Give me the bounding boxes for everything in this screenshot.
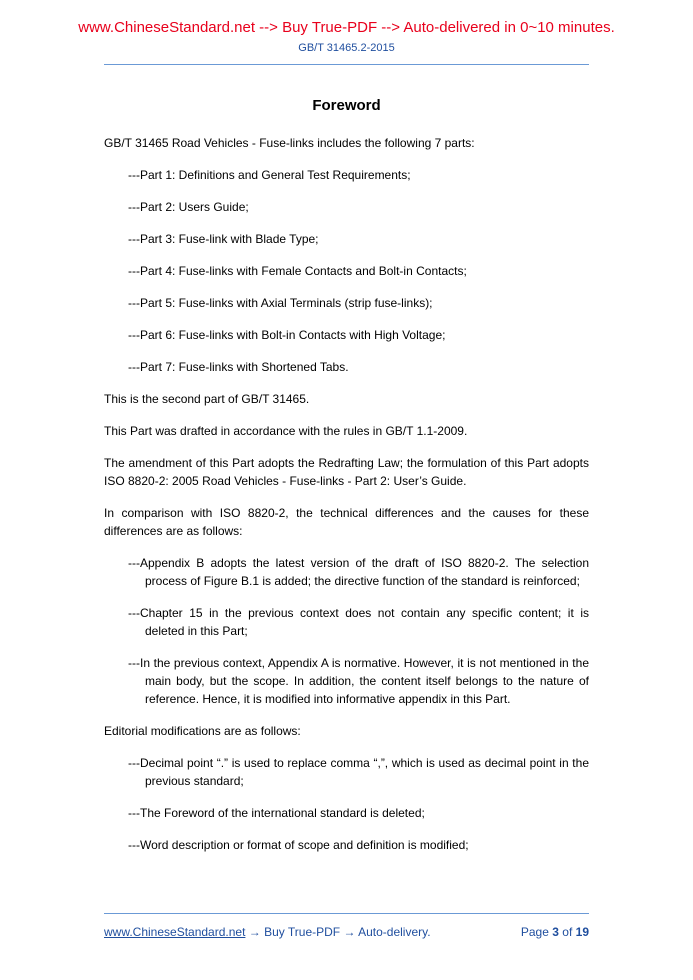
footer-divider bbox=[104, 913, 589, 914]
editorial-modification-item: ---Decimal point “.” is used to replace comma “,”, which is used as decimal point in the previous standard; bbox=[128, 756, 589, 788]
page-footer bbox=[104, 924, 589, 940]
part-list-item: ---Part 6: Fuse-links with Bolt-in Contacts with High Voltage; bbox=[128, 328, 446, 342]
page-number bbox=[521, 924, 589, 940]
standard-id: GB/T 31465.2-2015 bbox=[298, 42, 395, 54]
page-title: Foreword bbox=[312, 97, 381, 114]
editorial-paragraph: Editorial modifications are as follows: bbox=[104, 724, 301, 738]
drafted-paragraph: This Part was drafted in accordance with the rules in GB/T 1.1-2009. bbox=[104, 424, 468, 438]
page-label: Page bbox=[520, 925, 549, 939]
second-part-paragraph: This is the second part of GB/T 31465. bbox=[104, 392, 310, 406]
part-list-item: ---Part 5: Fuse-links with Axial Terminals (strip fuse-links); bbox=[128, 296, 433, 310]
footer-link-text: → Buy True-PDF → Auto-delivery. bbox=[245, 925, 431, 939]
technical-difference-item: ---In the previous context, Appendix A is normative. However, it is not mentioned in the main body, but the scope. In addition, the content itself belongs to the nature of reference. Hence, it is modified into informative appendix in this Part. bbox=[128, 656, 589, 706]
comparison-paragraph: In comparison with ISO 8820-2, the technical differences and the causes for these differences are as follows: bbox=[104, 506, 589, 538]
header-divider bbox=[104, 64, 589, 65]
page-current: 3 bbox=[552, 925, 559, 939]
part-list-item: ---Part 4: Fuse-links with Female Contacts and Bolt-in Contacts; bbox=[128, 264, 467, 278]
top-banner[interactable]: www.ChineseStandard.net --> Buy True-PDF --> Auto-delivered in 0~10 minutes. bbox=[78, 19, 615, 36]
footer-link[interactable] bbox=[104, 924, 431, 940]
page-of: of bbox=[562, 925, 573, 939]
part-list-item: ---Part 3: Fuse-link with Blade Type; bbox=[128, 232, 319, 246]
part-list-item: ---Part 1: Definitions and General Test Requirements; bbox=[128, 168, 411, 182]
technical-difference-item: ---Chapter 15 in the previous context does not contain any specific content; it is deleted in this Part; bbox=[128, 606, 589, 638]
footer-link-url[interactable]: www.ChineseStandard.net bbox=[104, 925, 246, 939]
intro-paragraph: GB/T 31465 Road Vehicles - Fuse-links includes the following 7 parts: bbox=[104, 136, 475, 150]
page-total: 19 bbox=[575, 925, 589, 939]
part-list-item: ---Part 2: Users Guide; bbox=[128, 200, 249, 214]
editorial-modification-item: ---Word description or format of scope and definition is modified; bbox=[128, 838, 469, 852]
document-body bbox=[104, 96, 589, 868]
part-list-item: ---Part 7: Fuse-links with Shortened Tabs. bbox=[128, 360, 349, 374]
technical-difference-item: ---Appendix B adopts the latest version of the draft of ISO 8820-2. The selection process of Figure B.1 is added; the directive function of the standard is reinforced; bbox=[128, 556, 589, 588]
amendment-paragraph: The amendment of this Part adopts the Redrafting Law; the formulation of this Part adopts ISO 8820-2: 2005 Road Vehicles - Fuse-links - Part 2: User’s Guide. bbox=[104, 456, 589, 488]
editorial-modification-item: ---The Foreword of the international standard is deleted; bbox=[128, 806, 425, 820]
